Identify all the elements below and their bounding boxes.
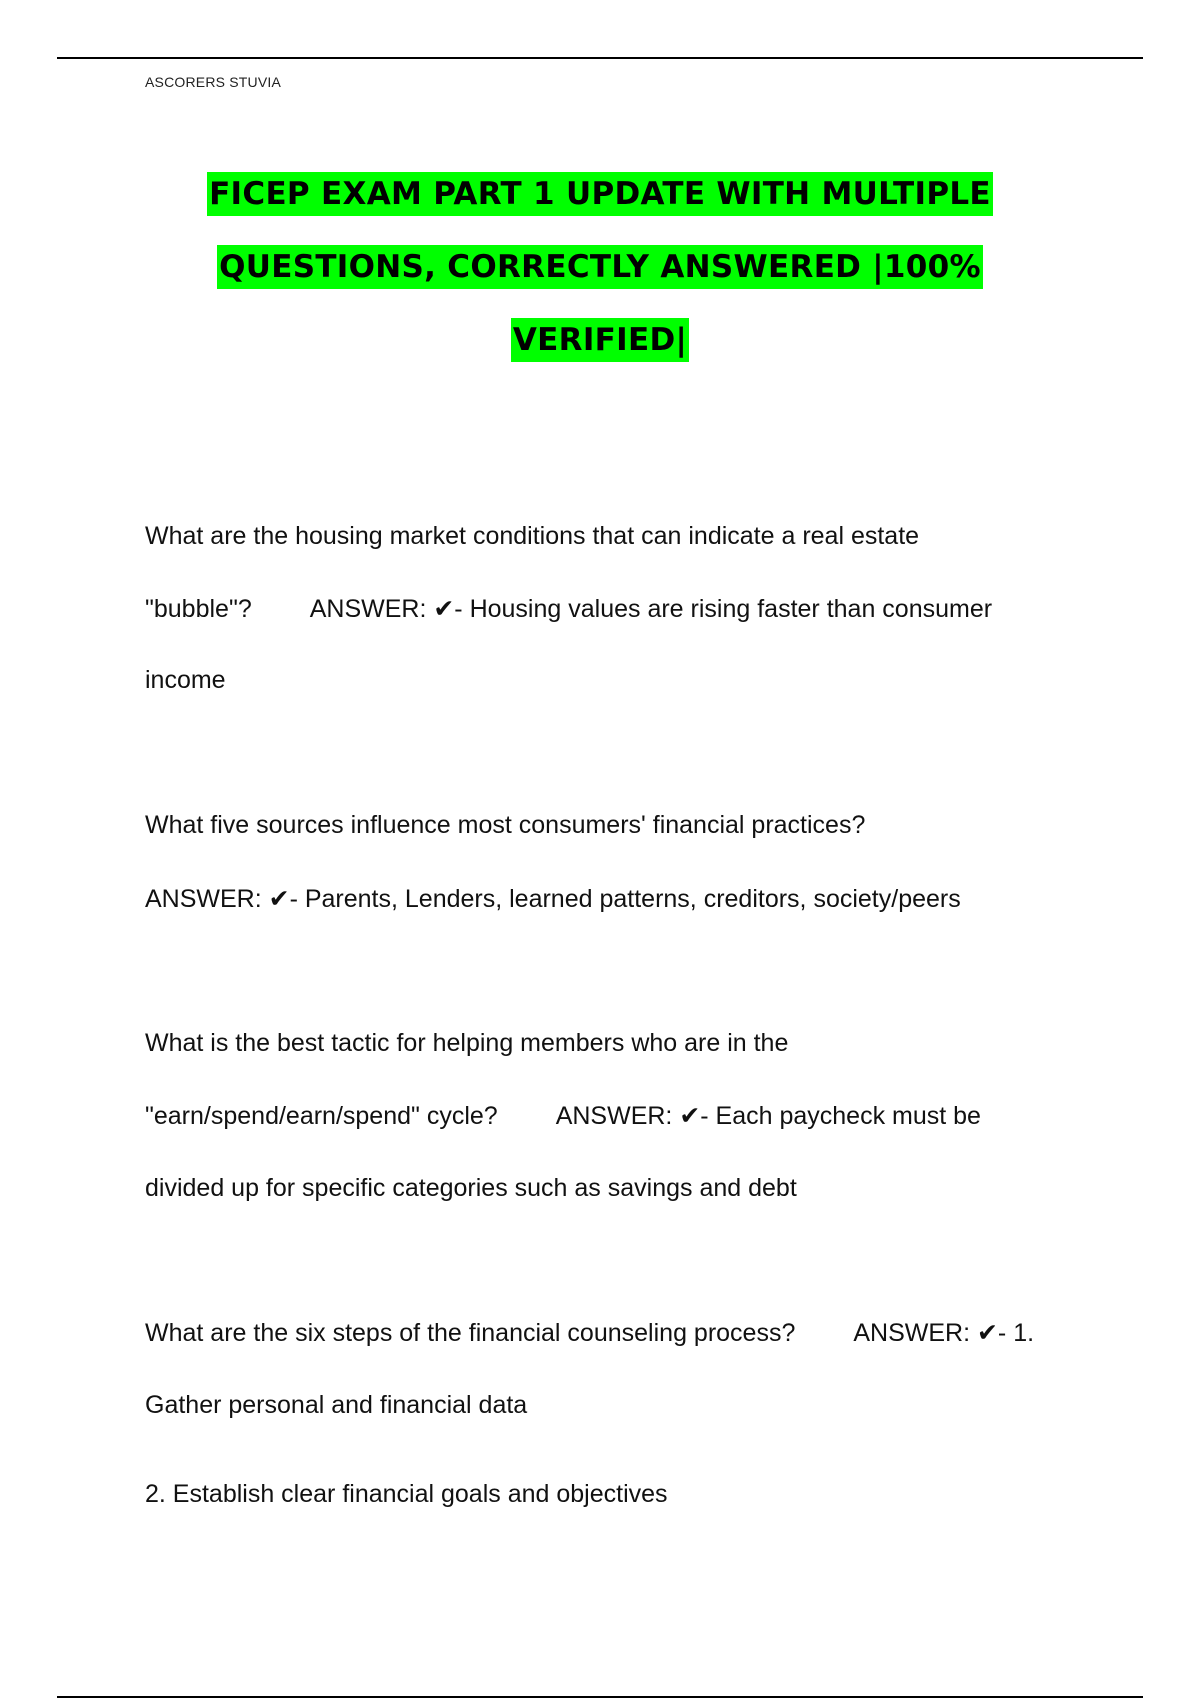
q2-line-1: What five sources influence most consumers' financial practices? — [145, 811, 866, 839]
q3-answer: ANSWER: ✔- Each paycheck must be — [555, 1102, 981, 1130]
q3-question-end: "earn/spend/earn/spend" cycle? — [145, 1102, 498, 1130]
q1-line-2 — [145, 594, 992, 624]
q1-line-3: income — [145, 666, 226, 694]
footer-rule — [57, 1696, 1143, 1698]
title-text-2: QUESTIONS, CORRECTLY ANSWERED |100% — [217, 245, 983, 289]
q4-question: What are the six steps of the financial counseling process? — [145, 1319, 796, 1347]
q4-answer: ANSWER: ✔- 1. — [853, 1319, 1035, 1347]
title-text-1: FICEP EXAM PART 1 UPDATE WITH MULTIPLE — [207, 172, 993, 216]
title-line-2 — [145, 236, 1055, 309]
header-rule — [57, 57, 1143, 59]
q3-line-1: What is the best tactic for helping members who are in the — [145, 1029, 789, 1057]
q1-answer: ANSWER: ✔- Housing values are rising faster than consumer — [309, 595, 993, 623]
q3-line-2 — [145, 1101, 981, 1131]
title-line-3 — [145, 309, 1055, 382]
document-title — [145, 163, 1055, 382]
q1-question-end: "bubble"? — [145, 595, 252, 623]
title-line-1 — [145, 163, 1055, 236]
q4-line-2: Gather personal and financial data — [145, 1391, 528, 1419]
q3-line-3: divided up for specific categories such as savings and debt — [145, 1174, 797, 1202]
q4-line-1 — [145, 1318, 1034, 1348]
q1-line-1: What are the housing market conditions that can indicate a real estate — [145, 522, 920, 550]
page-header: ASCORERS STUVIA — [145, 74, 282, 90]
q2-answer: ANSWER: ✔- Parents, Lenders, learned patterns, creditors, society/peers — [145, 885, 961, 913]
q4-line-3: 2. Establish clear financial goals and objectives — [145, 1480, 668, 1508]
title-text-3: VERIFIED| — [511, 318, 689, 362]
